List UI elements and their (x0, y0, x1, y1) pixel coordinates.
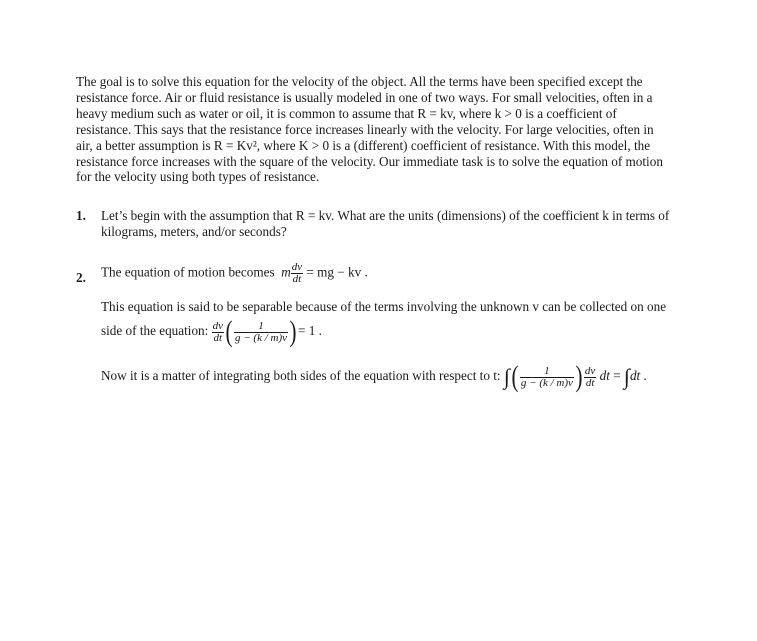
integral-sign: ∫ (623, 364, 630, 389)
question-number: 1. (76, 208, 86, 223)
left-paren: ( (225, 315, 233, 348)
derivative-fraction: $\frac{dv}{dt}$ (212, 319, 223, 344)
question-text: Let’s begin with the assumption that R = kv. What are the units (dimensions) of the coefficient k in terms of (101, 208, 670, 223)
derivative-fraction (291, 262, 303, 285)
intro-line: resistance force. Air or fluid resistance is usually modeled in one of two ways. For small velocities, often in a (76, 89, 653, 105)
equation-rhs: = mg − kv . (306, 264, 368, 280)
right-paren: ) (289, 315, 297, 348)
intro-line: for the velocity using both types of resistance. (76, 169, 320, 185)
derivative-fraction: $\frac{dv}{dt}$ (584, 364, 596, 389)
intro-line: resistance. This says that the resistance force increases linearly with the velocity. For large velocities, often in (76, 121, 654, 137)
velocity-fraction: $\frac{1}{g - (k / m)v}$ (235, 319, 288, 344)
velocity-fraction: $\frac{1}{g - (k / m)v}$ (520, 364, 573, 389)
intro-line: air, a better assumption is R = Kv², where K > 0 is a (different) coefficient of resistance. With this model, the (76, 137, 651, 153)
question-text: Now it is a matter of integrating both sides of the equation with respect to t: (101, 368, 501, 384)
denominator: dt (292, 273, 302, 285)
intro-line: The goal is to solve this equation for the velocity of the object. All the terms have been specified except the (76, 74, 643, 89)
right-paren: ) (575, 360, 583, 393)
equation-rhs: = 1 . (298, 323, 322, 339)
question-number: 2. (76, 270, 86, 285)
separable-equation (101, 317, 322, 347)
intro-paragraph (76, 74, 744, 185)
left-paren: ( (511, 360, 519, 393)
equation-of-motion: The equation of motion becomes m $\frac{dv}{dt}$ = mg − kv . (101, 261, 368, 285)
question-text: side of the equation: (101, 323, 209, 339)
intro-line: resistance force increases with the square of the velocity. Our immediate task is to solve the equation of motion (76, 153, 663, 169)
question-text: This equation is said to be separable because of the terms involving the unknown v can be collected on one (101, 299, 667, 314)
question-text: kilograms, meters, and/or seconds? (101, 224, 287, 239)
numerator: dv (291, 261, 303, 273)
integral-equation: Now it is a matter of integrating both sides of the equation with respect to t: ∫( $\frac{1}{g - (k / m)v}$ ) $\frac{dv}{dt}$ dt = ∫dt . (101, 360, 647, 393)
intro-line: heavy medium such as water or oil, it is common to assume that R = kv, where k > 0 is a coefficient of (76, 105, 617, 121)
equation-lead: The equation of motion becomes (101, 264, 275, 280)
integral-sign: ∫ (503, 364, 510, 389)
